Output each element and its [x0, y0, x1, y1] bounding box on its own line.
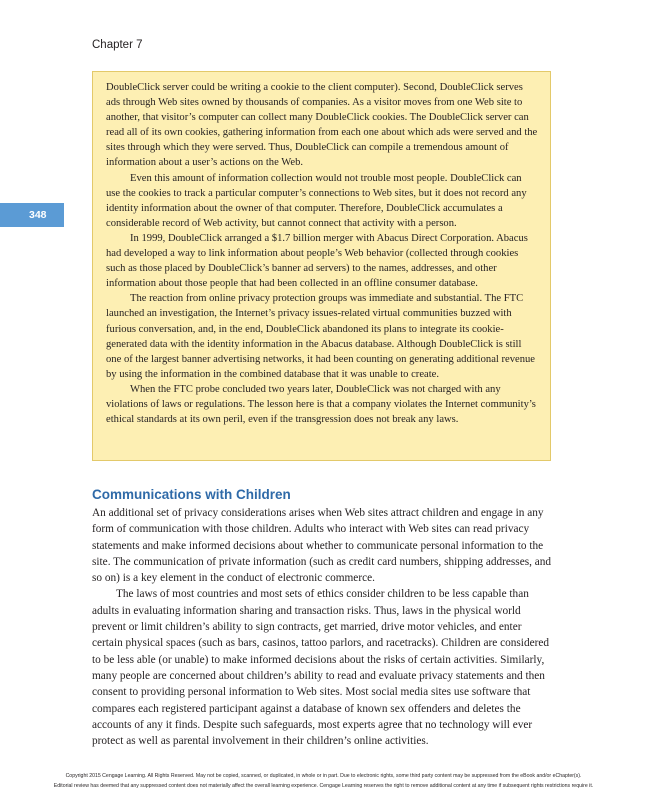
case-study-box: [92, 71, 551, 461]
case-paragraph: The reaction from online privacy protection groups was immediate and substantial. The FTC launched an investigation, the Internet’s privacy issues-related virtual communities buzzed with furious conversation, and, in the end, DoubleClick abandoned its plans to integrate its cookie-generated data with the identity information in the Abacus database. Although DoubleClick is still one of the largest banner advertising networks, it had been counting on generating additional revenue by using the information in the combined database that it was unable to create.: [106, 293, 536, 380]
section-body: [92, 505, 554, 749]
case-paragraph: In 1999, DoubleClick arranged a $1.7 billion merger with Abacus Direct Corporation. Abacus had developed a way to link information about people’s Web behavior (collected through cookies such as those placed by DoubleClick’s banner ad servers) to the names, addresses, and other information about those people that had been collected in an offline consumer database.: [106, 232, 528, 290]
page-number: 348: [29, 209, 47, 221]
body-paragraph: An additional set of privacy considerations arises when Web sites attract children and engage in any form of communication with those children. Adults who interact with Web sites can read privacy statements and make informed decisions about whether to communicate personal information to the site. The communication of private information (such as credit card numbers, shipping addresses, and so on) is a key element in the conduct of electronic commerce.: [92, 507, 552, 585]
chapter-header: Chapter 7: [92, 39, 143, 51]
body-paragraph: The laws of most countries and most sets of ethics consider children to be less capable than adults in evaluating information sharing and transaction risks. Thus, laws in the physical world prevent or limit children’s ability to sign contracts, get married, drive motor vehicles, and enter certain physical spaces (such as bars, casinos, tattoo parlors, and racetracks). Children are considered to be less able (or unable) to make informed decisions about the risks of certain activities. Similarly, many people are concerned about children’s ability to read and evaluate privacy statements and then consent to providing personal information to Web sites. Most social media sites use software that compares each registered participant against a database of known sex offenders and deletes the accounts of any it finds. Despite such safeguards, most experts agree that no technology will ever protect as well as parental involvement in their children’s online activities.: [92, 588, 550, 748]
case-paragraph: When the FTC probe concluded two years later, DoubleClick was not charged with any violations of laws or regulations. The lesson here is that a company violates the Internet community’s ethical standards at its own peril, even if the transgression does not break any laws.: [106, 383, 536, 426]
copyright-footer-line1: Copyright 2015 Cengage Learning. All Rights Reserved. May not be copied, scanned, or duplicated, in whole or in part. Due to electronic rights, some third party content may be suppressed from the eBook and/or eChapter(s).: [65, 773, 582, 779]
case-paragraph: Even this amount of information collection would not trouble most people. DoubleClick can use the cookies to track a particular computer’s connections to Web sites, but it does not record any identity information about the owner of that computer. Therefore, DoubleClick accumulates a considerable record of Web activity, but cannot connect that activity with a person.: [106, 172, 527, 229]
page-number-tab: [0, 203, 64, 227]
case-paragraph: DoubleClick server could be writing a cookie to the client computer). Second, DoubleClick serves ads through Web sites owned by thousands of companies. As a visitor moves from one Web site to another, that visitor’s computer can collect many DoubleClick cookies. The DoubleClick server can read all of its own cookies, gathering information from each one about which ads were served and the sites through which they were served. Thus, DoubleClick can compile a tremendous amount of information about a user’s actions on the Web.: [106, 82, 538, 169]
copyright-footer-line2: Editorial review has deemed that any suppressed content does not materially affect the overall learning experience. Cengage Learning reserves the right to remove additional content at any time if subsequent rights restrictions require it.: [53, 783, 594, 789]
section-heading: Communications with Children: [92, 487, 291, 502]
